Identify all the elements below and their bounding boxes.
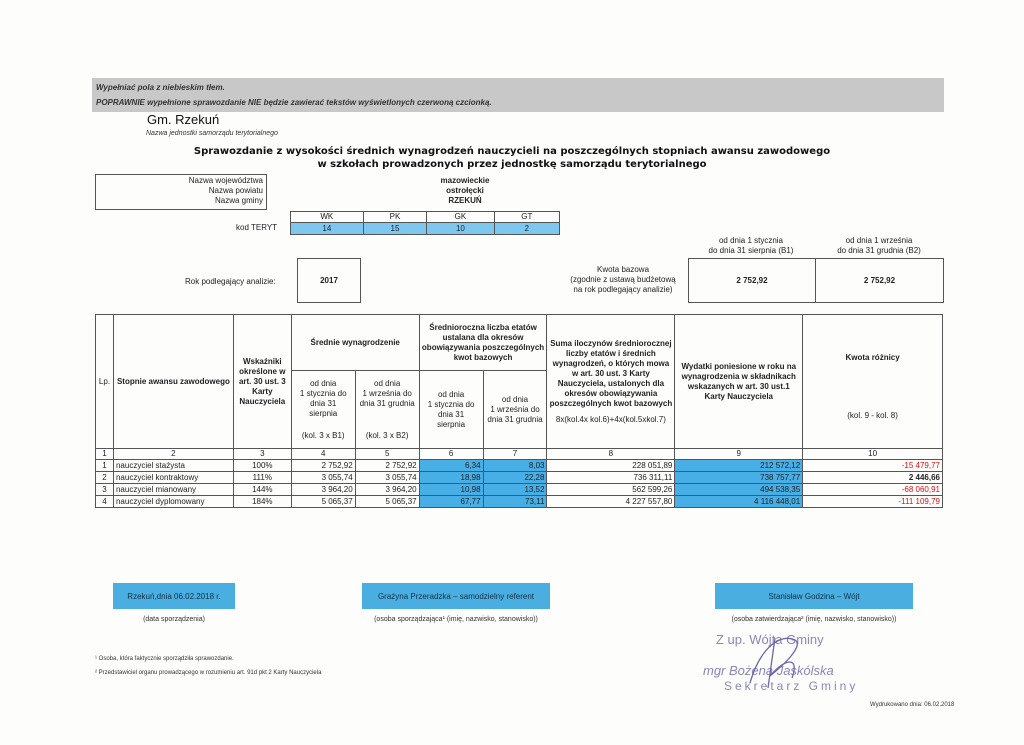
table-row [96, 496, 943, 508]
stamp-line-3: Sekretarz Gminy [724, 679, 859, 693]
row-sum: 228 051,89 [547, 460, 675, 472]
header-fte-b2: od dnia 1 września do dnia 31 grudnia [483, 371, 547, 449]
header-avg-b2-formula: (kol. 3 x B2) [365, 430, 409, 440]
commune-value[interactable]: RZEKUŃ [448, 196, 482, 205]
base-amount-b1[interactable]: 2 752,92 [688, 258, 816, 303]
row-avg-b1: 2 752,92 [291, 460, 355, 472]
row-fte-b1[interactable]: 6,34 [419, 460, 483, 472]
colnum: 4 [291, 449, 355, 460]
base-amount-b2[interactable]: 2 752,92 [815, 258, 944, 303]
header-expenses: Wydatki poniesione w roku na wynagrodzenia w składnikach wskazanych w art. 30 ust.1 Karty Nauczyciela [675, 315, 803, 449]
header-sum-formula: 8x(kol.4x kol.6)+4x(kol.5xkol.7) [555, 414, 666, 424]
row-avg-b1: 3 964,20 [291, 484, 355, 496]
row-stage: nauczyciel stażysta [113, 460, 233, 472]
year-value[interactable]: 2017 [297, 258, 361, 303]
footnote-1: ¹ Osoba, która faktycznie sporządziła sprawozdanie. [95, 656, 234, 662]
colnum: 9 [675, 449, 803, 460]
preparer-caption: (osoba sporządzająca¹ (imię, nazwisko, stanowisko)) [374, 616, 538, 623]
salary-table [95, 314, 943, 508]
signature-scribble [740, 628, 812, 692]
colnum: 7 [483, 449, 547, 460]
header-lp: Lp. [96, 315, 114, 449]
row-lp: 2 [96, 472, 114, 484]
header-avg-b1-formula: (kol. 3 x B1) [301, 430, 345, 440]
header-sum-text: Suma iloczynów średniorocznej liczby etatów i średnich wynagrodzeń, o których mowa w art. 30 ust. 3 Karty Nauczyciela, ustalonych dla okresów obowiązywania poszczególnych kwot bazowych [549, 338, 673, 408]
row-stage: nauczyciel kontraktowy [113, 472, 233, 484]
row-diff: 2 446,66 [803, 472, 943, 484]
commune-label: Nazwa gminy [214, 196, 263, 205]
teryt-gt[interactable]: 2 [494, 223, 559, 235]
header-ratio: Wskaźniki określone w art. 30 ust. 3 Karty Nauczyciela [233, 315, 291, 449]
row-fte-b2[interactable]: 8,03 [483, 460, 547, 472]
notice-line-1: Wypełniać pola z niebieskim tłem. [96, 83, 225, 92]
voivodeship-value[interactable]: mazowieckie [440, 176, 490, 185]
row-lp: 4 [96, 496, 114, 508]
year-label: Rok podlegający analizie: [185, 277, 276, 286]
header-avg-b2-text: od dnia 1 września do dnia 31 grudnia [359, 378, 415, 408]
row-expenses[interactable]: 4 116 448,01 [675, 496, 803, 508]
row-sum: 562 599,26 [547, 484, 675, 496]
row-lp: 1 [96, 460, 114, 472]
row-ratio: 100% [233, 460, 291, 472]
row-avg-b1: 3 055,74 [291, 472, 355, 484]
header-sum [547, 315, 675, 449]
row-diff: -68 060,91 [803, 484, 943, 496]
row-sum: 736 311,11 [547, 472, 675, 484]
row-sum: 4 227 557,80 [547, 496, 675, 508]
notice-line-2: POPRAWNIE wypełnione sprawozdanie NIE będzie zawierać tekstów wyświetlonych czerwoną czcionką. [96, 98, 492, 107]
row-avg-b1: 5 065,37 [291, 496, 355, 508]
header-avg-b1-text: od dnia 1 stycznia do dnia 31 sierpnia [299, 378, 347, 418]
colnum: 8 [547, 449, 675, 460]
approver-caption: (osoba zatwierdzająca² (imię, nazwisko, stanowisko)) [731, 616, 897, 623]
table-row [96, 484, 943, 496]
stamp-line-2: mgr Bożena Jaskólska [703, 663, 834, 678]
table-row [96, 460, 943, 472]
county-label: Nazwa powiatu [208, 186, 263, 195]
header-fte-b1: od dnia 1 stycznia do dnia 31 sierpnia [419, 371, 483, 449]
row-stage: nauczyciel dyplomowany [113, 496, 233, 508]
voivodeship-label: Nazwa województwa [188, 176, 263, 185]
header-fte: Średnioroczna liczba etatów ustalana dla okresów obowiązywania poszczególnych kwot bazowych [419, 315, 547, 371]
county-value[interactable]: ostrołęcki [446, 186, 484, 195]
teryt-header-pk: PK [363, 212, 427, 223]
teryt-header-gk: GK [427, 212, 494, 223]
colnum: 10 [803, 449, 943, 460]
teryt-pk[interactable]: 15 [363, 223, 427, 235]
printed-date: Wydrukowano dnia: 06.02.2018 [870, 702, 955, 708]
row-diff: -111 109,79 [803, 496, 943, 508]
row-expenses[interactable]: 738 757,77 [675, 472, 803, 484]
row-avg-b2: 2 752,92 [355, 460, 419, 472]
teryt-header-gt: GT [494, 212, 559, 223]
period-b2-label: od dnia 1 września do dnia 31 grudnia (B2) [837, 236, 921, 255]
row-expenses[interactable]: 494 538,35 [675, 484, 803, 496]
colnum: 2 [113, 449, 233, 460]
row-ratio: 144% [233, 484, 291, 496]
report-title-line-2: w szkołach prowadzonych przez jednostkę samorządu terytorialnego [317, 159, 707, 170]
row-expenses[interactable]: 212 572,12 [675, 460, 803, 472]
column-numbers-row [96, 449, 943, 460]
colnum: 3 [233, 449, 291, 460]
teryt-wk[interactable]: 14 [291, 223, 364, 235]
preparer-field[interactable]: Grażyna Przeradzka – samodzielny referent [362, 583, 550, 609]
row-fte-b1[interactable]: 67,77 [419, 496, 483, 508]
stamp-line-1: Z up. Wójta Gminy [716, 632, 824, 647]
header-avg-b1 [291, 371, 355, 449]
colnum: 5 [355, 449, 419, 460]
row-fte-b2[interactable]: 13,52 [483, 484, 547, 496]
header-diff [803, 315, 943, 449]
preparation-date-field[interactable]: Rzekuń,dnia 06.02.2018 r. [113, 583, 235, 609]
location-values [380, 176, 550, 206]
row-diff: -15 479,77 [803, 460, 943, 472]
row-fte-b2[interactable]: 22,28 [483, 472, 547, 484]
teryt-gk[interactable]: 10 [427, 223, 494, 235]
colnum: 6 [419, 449, 483, 460]
location-labels [95, 176, 263, 206]
header-avg-salary: Średnie wynagrodzenie [291, 315, 419, 371]
report-title-line-1: Sprawozdanie z wysokości średnich wynagrodzeń nauczycieli na poszczególnych stopniach awansu zawodowego [193, 146, 831, 157]
colnum: 1 [96, 449, 114, 460]
row-ratio: 184% [233, 496, 291, 508]
header-stage: Stopnie awansu zawodowego [113, 315, 233, 449]
row-avg-b2: 3 055,74 [355, 472, 419, 484]
teryt-label: kod TERYT [236, 223, 278, 232]
row-avg-b2: 3 964,20 [355, 484, 419, 496]
entity-caption: Nazwa jednostki samorządu terytorialnego [146, 130, 278, 137]
period-b1-label: od dnia 1 stycznia do dnia 31 sierpnia (B1) [708, 236, 794, 255]
header-avg-b2 [355, 371, 419, 449]
header-diff-text: Kwota różnicy [845, 352, 900, 362]
notice-bar [92, 78, 944, 112]
row-stage: nauczyciel mianowany [113, 484, 233, 496]
row-fte-b1[interactable]: 10,98 [419, 484, 483, 496]
row-lp: 3 [96, 484, 114, 496]
base-amount-label: Kwota bazowa (zgodnie z ustawą budżetową na rok podlegający analizie) [570, 265, 676, 294]
approver-field[interactable]: Stanisław Godzina – Wójt [715, 583, 913, 609]
header-diff-formula: (kol. 9 - kol. 8) [847, 410, 898, 420]
row-fte-b2[interactable]: 73,11 [483, 496, 547, 508]
entity-name: Gm. Rzekuń [147, 112, 220, 127]
footnote-2: ² Przedstawiciel organu prowadzącego w rozumieniu art. 91d pkt 2 Karty Nauczyciela [95, 670, 322, 676]
row-avg-b2: 5 065,37 [355, 496, 419, 508]
table-row [96, 472, 943, 484]
row-fte-b1[interactable]: 18,98 [419, 472, 483, 484]
teryt-table [290, 211, 560, 235]
preparation-date-caption: (data sporządzenia) [143, 616, 205, 623]
row-ratio: 111% [233, 472, 291, 484]
teryt-header-wk: WK [291, 212, 364, 223]
